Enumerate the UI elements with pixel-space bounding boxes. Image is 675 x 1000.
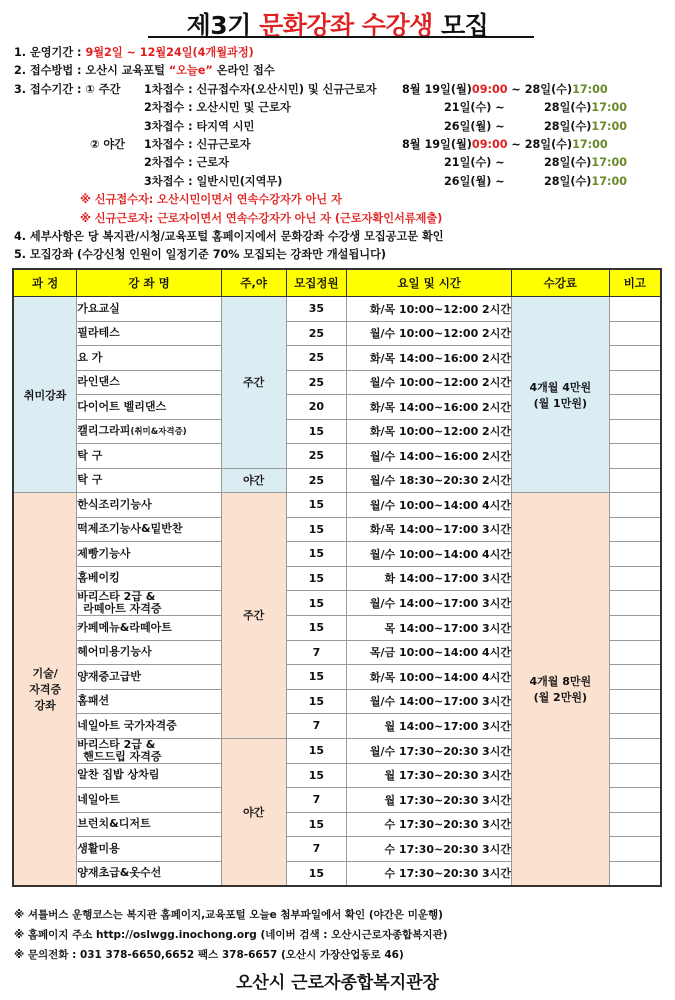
note-new-worker: ※ 신규근로자: 근로자이면서 연속수강자가 아닌 자 (근로자확인서류제출) bbox=[80, 211, 443, 225]
table-row: 라인댄스 25 월/수 10:00~12:00 2시간 bbox=[13, 370, 661, 395]
shift-night: 야간 bbox=[221, 738, 286, 886]
category-skill: 기술/ 자격증 강좌 bbox=[13, 493, 77, 887]
shift-day: 주간 bbox=[221, 297, 286, 469]
table-row: 양재중고급반 15 화/목 10:00~14:00 4시간 bbox=[13, 665, 661, 690]
fee-hobby: 4개월 4만원 (월 1만원) bbox=[511, 297, 609, 493]
header-shift: 주,야 bbox=[221, 269, 286, 297]
header-capacity: 모집정원 bbox=[286, 269, 347, 297]
table-row: 헤어미용기능사 7 목/금 10:00~14:00 4시간 bbox=[13, 640, 661, 665]
table-row: 양재초급&옷수선 15 수 17:30~20:30 3시간 bbox=[13, 861, 661, 886]
table-row: 취미강좌 가요교실 주간 35 화/목 10:00~12:00 2시간 4개월 4만원 (월 1만원) bbox=[13, 297, 661, 322]
table-row: 홈베이킹 15 화 14:00~17:00 3시간 bbox=[13, 566, 661, 591]
table-row: 기술/ 자격증 강좌 한식조리기능사 주간 15 월/수 10:00~14:00 4시간 4개월 8만원 (월 2만원) bbox=[13, 493, 661, 518]
table-row: 탁 구 야간 25 월/수 18:30~20:30 2시간 bbox=[13, 468, 661, 493]
table-row: 생활미용 7 수 17:30~20:30 3시간 bbox=[13, 837, 661, 862]
table-header bbox=[13, 269, 661, 297]
table-row: 네일아트 국가자격증 7 월 14:00~17:00 3시간 bbox=[13, 714, 661, 739]
reception-night2: 2차접수 : 근로자 21일(수) ~ 28일(수)17:00 bbox=[144, 156, 628, 170]
footer-notes bbox=[14, 905, 448, 965]
reception-day2: 2차접수 : 오산시민 및 근로자 21일(수) ~ 28일(수)17:00 bbox=[144, 101, 628, 115]
table-row: 캘리그라피(취미&자격증) 15 화/목 10:00~12:00 2시간 bbox=[13, 419, 661, 444]
table-row: 제빵기능사 15 월/수 10:00~14:00 4시간 bbox=[13, 542, 661, 567]
note-new-applicant: ※ 신규접수자: 오산시민이면서 연속수강자가 아닌 자 bbox=[80, 193, 342, 207]
table-row: 바리스타 2급 & 라떼아트 자격증 15 월/수 14:00~17:00 3시간 bbox=[13, 591, 661, 616]
header-time: 요일 및 시간 bbox=[347, 269, 512, 297]
table-row: 요 가 25 화/목 14:00~16:00 2시간 bbox=[13, 346, 661, 371]
course-table bbox=[12, 268, 662, 887]
contact-note: ※ 문의전화 : 031 378-6650,6652 팩스 378-6657 (오산시 가장산업동로 46) bbox=[14, 949, 404, 961]
method-row: 2. 접수방법 : 오산시 교육포털 “오늘e” 온라인 접수 bbox=[14, 64, 275, 78]
reception-day3: 3차접수 : 타지역 시민 26일(월) ~ 28일(수)17:00 bbox=[144, 119, 628, 133]
item-courses: 5. 모집강좌 (수강신청 인원이 일정기준 70% 모집되는 강좌만 개설됩니다) bbox=[14, 248, 386, 262]
reception-day1: 3. 접수기간 : ① 주간 1차접수 : 신규접수자(오산시민) 및 신규근로자 8월 19일(월)09:00 ~ 28일(수)17:00 bbox=[14, 82, 608, 96]
table-row: 떡제조기능사&밑반찬 15 화/목 14:00~17:00 3시간 bbox=[13, 517, 661, 542]
header-fee: 수강료 bbox=[511, 269, 609, 297]
shift-night: 야간 bbox=[221, 468, 286, 493]
shuttle-note: ※ 셔틀버스 운행코스는 복지관 홈페이지,교육포털 오늘e 첨부파일에서 확인 (야간은 미운행) bbox=[14, 909, 443, 921]
reception-night3: 3차접수 : 일반시민(지역무) 26일(월) ~ 28일(수)17:00 bbox=[144, 174, 628, 188]
table-row: 알찬 집밥 상차림 15 월 17:30~20:30 3시간 bbox=[13, 763, 661, 788]
info-section bbox=[14, 44, 664, 265]
shift-day: 주간 bbox=[221, 493, 286, 739]
header-category: 과 정 bbox=[13, 269, 77, 297]
remark-cell bbox=[609, 297, 661, 322]
item-details: 4. 세부사항은 당 복지관/시청/교육포털 홈페이지에서 문화강좌 수강생 모집공고문 확인 bbox=[14, 229, 444, 243]
page-title: 제3기 문화강좌 수강생 모집 bbox=[186, 11, 489, 40]
header-note: 비고 bbox=[609, 269, 661, 297]
table-row: 홈패션 15 월/수 14:00~17:00 3시간 bbox=[13, 689, 661, 714]
table-row: 브런치&디저트 15 수 17:30~20:30 3시간 bbox=[13, 812, 661, 837]
homepage-note: ※ 홈페이지 주소 http://oslwgg.inochong.org (네이버 검색 : 오산시근로자종합복지관) bbox=[14, 929, 448, 941]
category-hobby: 취미강좌 bbox=[13, 297, 77, 493]
fee-skill: 4개월 8만원 (월 2만원) bbox=[511, 493, 609, 887]
table-row: 바리스타 2급 & 핸드드립 자격증 야간 15 월/수 17:30~20:30 3시간 bbox=[13, 738, 661, 763]
table-row: 필라테스 25 월/수 10:00~12:00 2시간 bbox=[13, 321, 661, 346]
table-row: 다이어트 벨리댄스 20 화/목 14:00~16:00 2시간 bbox=[13, 395, 661, 420]
reception-night1: ② 야간 1차접수 : 신규근로자 8월 19일(월)09:00 ~ 28일(수)17:00 bbox=[90, 137, 608, 151]
period-row: 1. 운영기간 : 9월2일 ~ 12월24일(4개월과정) bbox=[14, 46, 254, 59]
organization-name: 오산시 근로자종합복지관장 bbox=[236, 973, 439, 993]
title-underline bbox=[148, 36, 534, 38]
table-row: 탁 구 25 월/수 14:00~16:00 2시간 bbox=[13, 444, 661, 469]
table-row: 카페메뉴&라떼아트 15 목 14:00~17:00 3시간 bbox=[13, 616, 661, 641]
table-row: 네일아트 7 월 17:30~20:30 3시간 bbox=[13, 788, 661, 813]
header-course: 강 좌 명 bbox=[77, 269, 221, 297]
